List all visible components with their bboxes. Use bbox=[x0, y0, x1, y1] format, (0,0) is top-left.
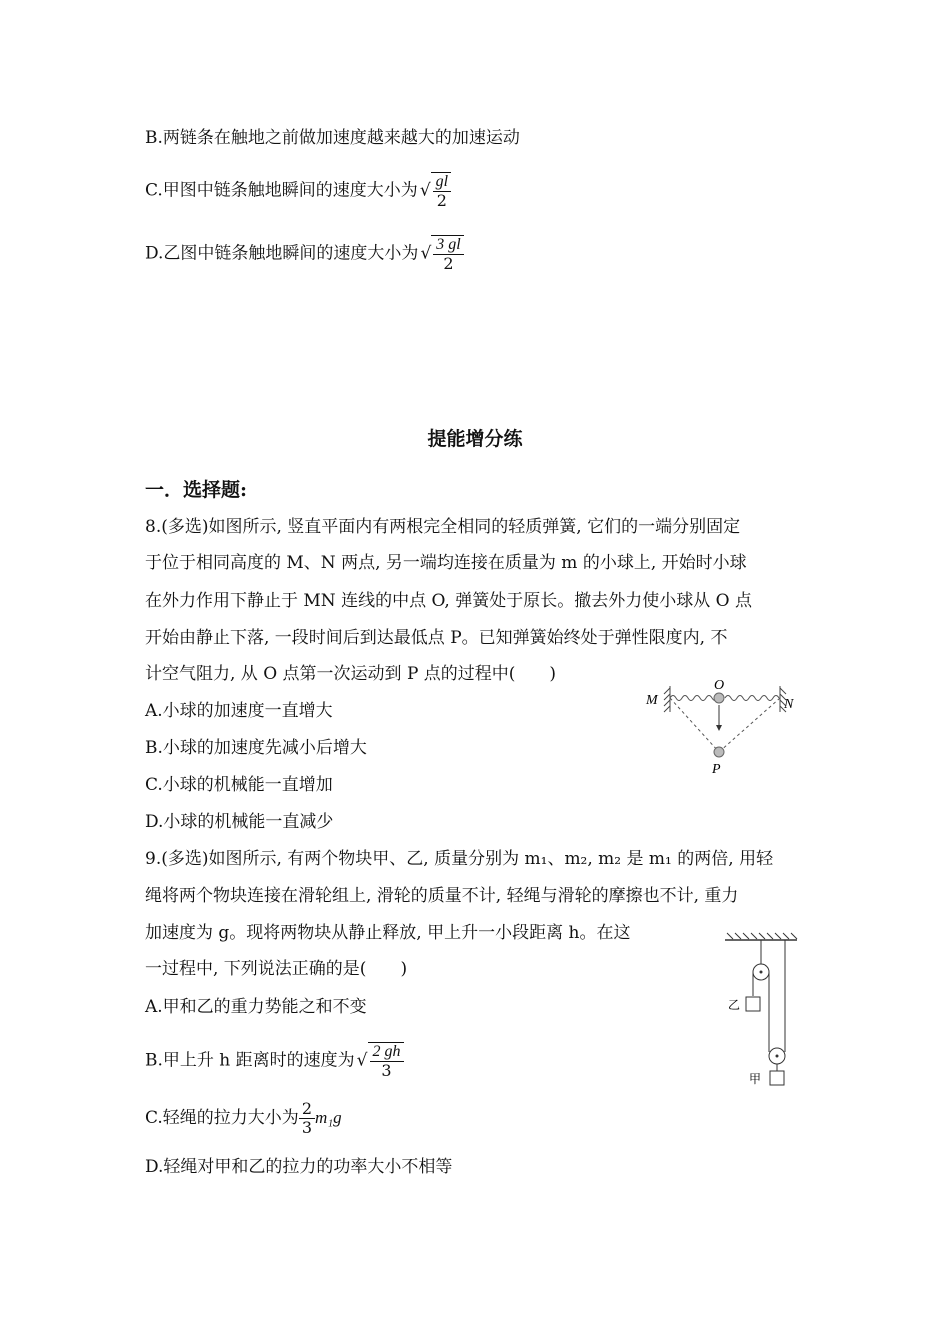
spring-ball-diagram bbox=[640, 672, 810, 782]
q9-option-c-suffix: m₁g bbox=[315, 1108, 342, 1127]
q8-option-a: A.小球的加速度一直增大 bbox=[145, 701, 333, 721]
q9-option-c bbox=[145, 1100, 342, 1137]
q8-line-3: 在外力作用下静止于 MN 连线的中点 O, 弹簧处于原长。撤去外力使小球从 O 点 bbox=[145, 591, 752, 611]
sqrt-expression: √ $\frac{2 gh}{3}$ bbox=[357, 1042, 404, 1080]
fraction-numerator: 3 gl bbox=[433, 236, 463, 255]
pulley-diagram bbox=[725, 928, 805, 1093]
q8-line-2: 于位于相同高度的 M、N 两点, 另一端均连接在质量为 m 的小球上, 开始时小球 bbox=[145, 553, 747, 573]
q9-option-d: D.轻绳对甲和乙的拉力的功率大小不相等 bbox=[145, 1157, 453, 1177]
q8-line-1: 8.(多选)如图所示, 竖直平面内有两根完全相同的轻质弹簧, 它们的一端分别固定 bbox=[145, 517, 741, 537]
q9-option-c-text: C.轻绳的拉力大小为 bbox=[145, 1108, 299, 1128]
q9-option-b bbox=[145, 1042, 404, 1080]
option-d bbox=[145, 235, 464, 273]
option-c bbox=[145, 172, 451, 210]
sqrt-expression: √ $\frac{3 gl}{2}$ bbox=[420, 235, 463, 273]
section-title: 提能增分练 bbox=[427, 428, 523, 450]
q8-line-5: 计空气阻力, 从 O 点第一次运动到 P 点的过程中( ) bbox=[145, 664, 557, 684]
label-m: M bbox=[646, 693, 658, 708]
q9-option-b-text: B.甲上升 h 距离时的速度为 bbox=[145, 1050, 355, 1071]
sqrt-expression: √ $\frac{gl}{2}$ bbox=[420, 172, 451, 210]
q9-line-1: 9.(多选)如图所示, 有两个物块甲、乙, 质量分别为 m₁、m₂, m₂ 是 m₁ 的两倍, 用轻 bbox=[145, 849, 774, 869]
fraction-numerator: 2 bbox=[299, 1100, 315, 1119]
label-jia: 甲 bbox=[749, 1072, 762, 1086]
q8-option-d: D.小球的机械能一直减少 bbox=[145, 812, 334, 832]
fraction-denominator: 2 bbox=[443, 254, 454, 273]
label-p: P bbox=[712, 762, 721, 777]
label-yi: 乙 bbox=[728, 998, 741, 1012]
option-c-text: C.甲图中链条触地瞬间的速度大小为 bbox=[145, 180, 418, 201]
q8-option-b: B.小球的加速度先减小后增大 bbox=[145, 738, 367, 758]
fraction-denominator: 3 bbox=[301, 1118, 312, 1137]
label-o: O bbox=[714, 678, 725, 693]
fraction-denominator: 2 bbox=[436, 191, 447, 210]
q8-option-c: C.小球的机械能一直增加 bbox=[145, 775, 333, 795]
option-b-text: B.两链条在触地之前做加速度越来越大的加速运动 bbox=[145, 128, 520, 148]
label-n: N bbox=[784, 697, 794, 712]
right-spring bbox=[725, 696, 779, 701]
fraction bbox=[299, 1100, 315, 1137]
option-d-text: D.乙图中链条触地瞬间的速度大小为 bbox=[145, 243, 419, 264]
q9-line-4: 一过程中, 下列说法正确的是( ) bbox=[145, 959, 408, 979]
fraction-numerator: 2 gh bbox=[370, 1043, 404, 1062]
q9-line-3: 加速度为 g。现将两物块从静止释放, 甲上升一小段距离 h。在这 bbox=[145, 923, 631, 943]
q9-line-2: 绳将两个物块连接在滑轮组上, 滑轮的质量不计, 轻绳与滑轮的摩擦也不计, 重力 bbox=[145, 886, 739, 906]
fraction-denominator: 3 bbox=[381, 1061, 392, 1080]
q9-option-a: A.甲和乙的重力势能之和不变 bbox=[145, 997, 367, 1017]
fraction-numerator: gl bbox=[433, 173, 451, 192]
subsection-heading: 一．选择题: bbox=[145, 479, 248, 501]
q8-line-4: 开始由静止下落, 一段时间后到达最低点 P。已知弹簧始终处于弹性限度内, 不 bbox=[145, 628, 728, 648]
